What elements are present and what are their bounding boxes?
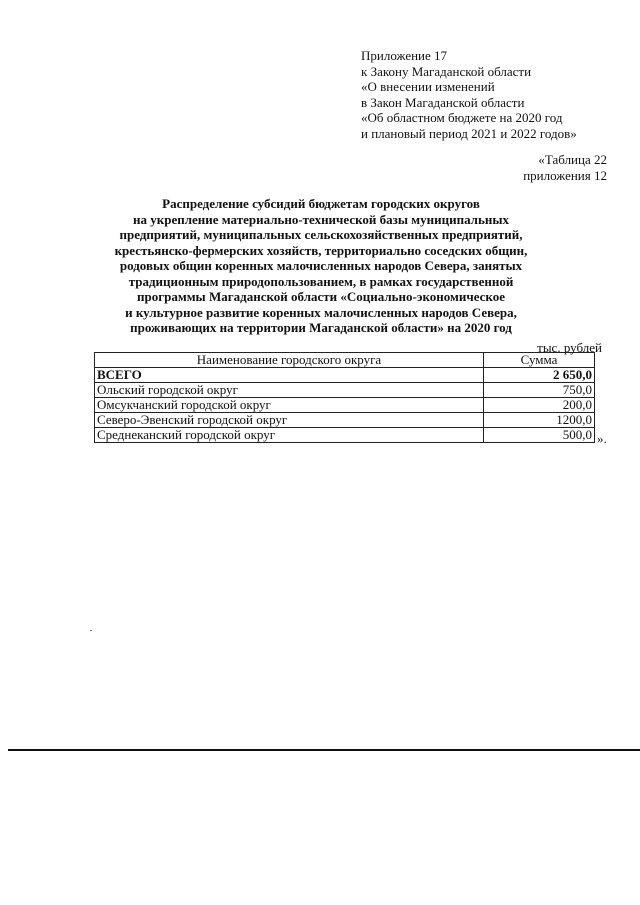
title-line: предприятий, муниципальных сельскохозяйственных предприятий,: [119, 227, 523, 242]
appendix-line: и плановый период 2021 и 2022 годов»: [361, 125, 577, 141]
appendix-header: [361, 48, 577, 141]
total-sum: 2 650,0: [484, 368, 595, 383]
table-reference-line: приложения 12: [523, 167, 607, 183]
header-name: Наименование городского округа: [95, 353, 484, 368]
appendix-line: к Закону Магаданской области: [361, 63, 532, 79]
title-line: проживающих на территории Магаданской области» на 2020 год: [130, 320, 512, 335]
title-line: крестьянско-фермерских хозяйств, территориально соседских общин,: [114, 242, 528, 258]
appendix-line: «Об областном бюджете на 2020 год: [361, 110, 563, 125]
closing-quote: ».: [597, 431, 607, 446]
header-sum: Сумма: [484, 353, 595, 368]
district-sum: 500,0: [484, 428, 595, 443]
title-line: и культурное развитие коренных малочисленных народов Севера,: [125, 304, 517, 320]
title-line: на укрепление материально-технической базы муниципальных: [132, 211, 509, 227]
table-reference-line: «Таблица 22: [538, 152, 607, 167]
table-header-row: [95, 353, 595, 368]
district-sum: 1200,0: [484, 413, 595, 428]
district-sum: 200,0: [484, 398, 595, 413]
district-name: Среднеканский городской округ: [95, 428, 484, 443]
appendix-line: «О внесении изменений: [361, 79, 495, 94]
title-line: родовых общин коренных малочисленных народов Севера, занятых: [119, 258, 523, 273]
title-line: Распределение субсидий бюджетам городских округов: [162, 196, 480, 211]
page-divider: [8, 749, 640, 751]
subsidy-table: [94, 352, 595, 443]
table-row: [95, 383, 595, 398]
appendix-line: в Закон Магаданской области: [361, 94, 525, 110]
title-line: традиционным природопользованием, в рамках государственной: [128, 273, 514, 289]
table-row: [95, 398, 595, 413]
table-row: [95, 413, 595, 428]
units-label: тыс. рублей: [537, 340, 602, 355]
scan-speck: [90, 630, 92, 631]
district-name: Северо-Эвенский городской округ: [95, 413, 484, 428]
district-sum: 750,0: [484, 383, 595, 398]
district-name: Омсукчанский городской округ: [95, 398, 484, 413]
table-row: [95, 428, 595, 443]
table-total-row: [95, 368, 595, 383]
appendix-line: Приложение 17: [361, 48, 448, 63]
table-reference: [523, 152, 607, 183]
title-line: программы Магаданской области «Социально-экономическое: [136, 289, 505, 304]
document-title: [90, 196, 552, 336]
total-label: ВСЕГО: [95, 368, 484, 383]
district-name: Ольский городской округ: [95, 383, 484, 398]
